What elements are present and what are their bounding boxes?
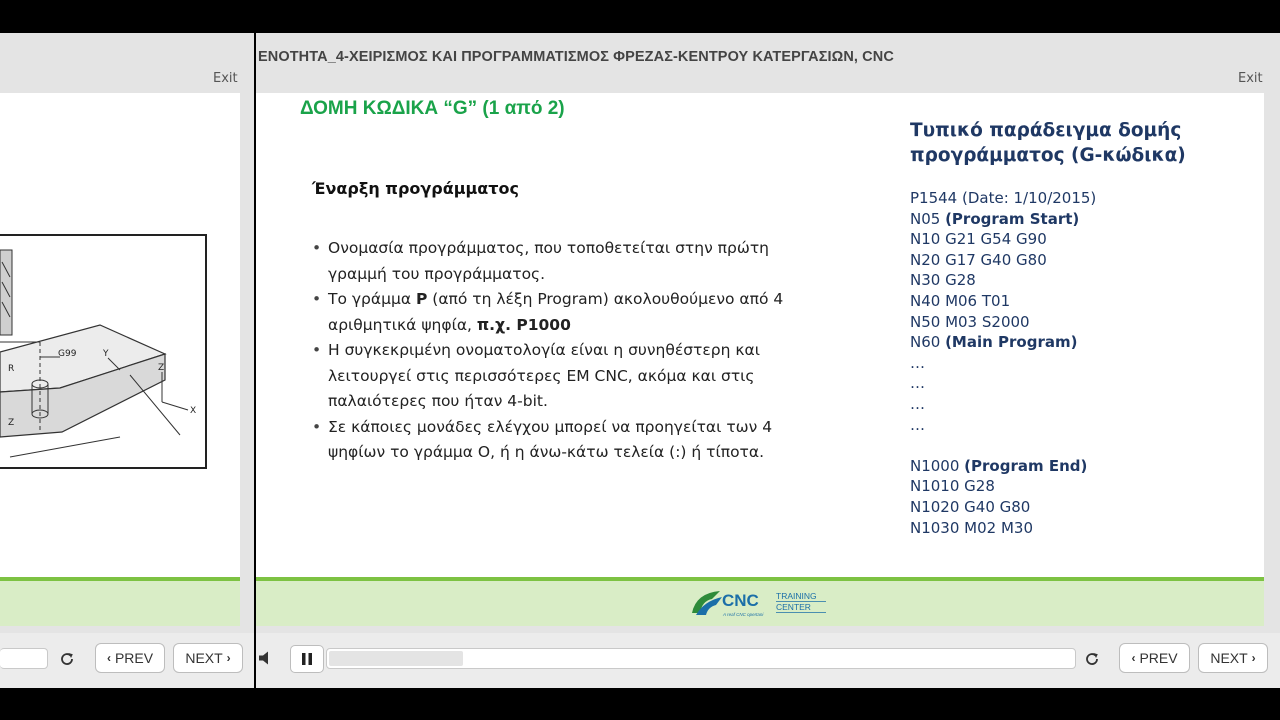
- code-text: N1010 G28: [910, 477, 995, 496]
- g99-label: G99: [58, 349, 77, 359]
- bullet-item: [312, 415, 852, 466]
- code-text: …: [910, 353, 925, 372]
- code-text: N40 M06 T01: [910, 291, 1011, 310]
- bullet-dot: •: [312, 417, 322, 436]
- code-text: …: [910, 374, 925, 393]
- code-text: N20 G17 G40 G80: [910, 250, 1047, 269]
- pause-icon: [301, 652, 313, 666]
- code-text: P1544 (Date: 1/10/2015): [910, 189, 1097, 207]
- code-text: N1020 G40 G80: [910, 497, 1031, 516]
- code-line: [910, 250, 1096, 271]
- code-text: N10 G21 G54 G90: [910, 230, 1047, 249]
- code-text: N1030 M02 M30: [910, 518, 1033, 537]
- bullet-text: Το γράμμα: [328, 290, 416, 308]
- code-line: [910, 415, 1096, 436]
- code-text: N30 G28: [910, 271, 976, 290]
- bullet-dot: •: [312, 239, 322, 257]
- code-line: [910, 456, 1096, 477]
- left-exit-link[interactable]: Exit: [213, 71, 238, 86]
- code-line: [910, 435, 1096, 456]
- code-comment: (Program End): [964, 456, 1088, 475]
- bullet-item: [312, 236, 852, 287]
- left-prev-button[interactable]: ‹ PREV: [95, 643, 165, 673]
- bullet-line: Ονομασία προγράμματος, που τοποθετείται στην πρώτη: [328, 239, 769, 257]
- code-line: [910, 270, 1096, 291]
- slide-title: ΔΟΜΗ ΚΩΔΙΚΑ “G” (1 από 2): [300, 98, 565, 119]
- left-footer: [0, 581, 240, 626]
- code-line: [910, 188, 1096, 209]
- code-line: [910, 394, 1096, 415]
- code-text: N50 M03 S2000: [910, 312, 1030, 331]
- chevron-right-icon: ›: [1251, 651, 1256, 665]
- bottom-letterbox: [0, 688, 1280, 720]
- code-line: [910, 229, 1096, 250]
- bullet-list: [312, 236, 852, 466]
- left-replay-icon[interactable]: [56, 648, 78, 669]
- code-text: …: [910, 415, 925, 434]
- code-comment: (Main Program): [945, 333, 1078, 352]
- playback-progress-bar[interactable]: [326, 648, 1076, 669]
- logo-tagline: A reaf CNC opertani: [723, 612, 764, 617]
- bullet-line: [328, 287, 852, 313]
- bullet-line: Σε κάποιες μονάδες ελέγχου μπορεί να προηγείται των 4: [328, 417, 773, 436]
- playback-progress-fill: [329, 651, 463, 666]
- z-label: Z: [8, 418, 15, 428]
- code-line: [910, 497, 1096, 518]
- bullet-line: παλαιότερες που ήταν 4-bit.: [328, 392, 548, 410]
- x-axis-label: X: [190, 406, 197, 416]
- y-axis-label: Y: [103, 349, 109, 359]
- bullet-bold-text: π.χ. P1000: [476, 315, 571, 334]
- bullet-dot: •: [312, 290, 322, 308]
- next-button[interactable]: NEXT ›: [1198, 643, 1268, 673]
- prev-button[interactable]: ‹ PREV: [1119, 643, 1190, 673]
- r-label: R: [8, 364, 15, 374]
- pause-button[interactable]: [290, 645, 324, 673]
- bullet-line: ψηφίων το γράμμα Ο, ή η άνω-κάτω τελεία (:) ή τίποτα.: [328, 443, 765, 461]
- bullet-item: [312, 287, 852, 338]
- bullet-line: λειτουργεί στις περισσότερες ΕΜ CNC, ακόμα και στις: [328, 366, 755, 385]
- bullet-text: αριθμητικά ψηφία,: [328, 315, 477, 334]
- code-line: [910, 332, 1096, 353]
- code-comment: (Program Start): [945, 209, 1080, 228]
- section-heading: Έναρξη προγράμματος: [312, 179, 519, 198]
- bullet-item: [312, 338, 852, 415]
- left-next-button[interactable]: NEXT ›: [173, 643, 243, 673]
- chevron-left-icon: ‹: [106, 651, 111, 665]
- code-text: N60: [910, 333, 946, 352]
- bullet-line: γραμμή του προγράμματος.: [328, 264, 546, 283]
- chevron-left-icon: ‹: [1131, 651, 1136, 665]
- bullet-text: (από τη λέξη Program) ακολουθούμενο από 4: [427, 290, 784, 308]
- chevron-right-icon: ›: [226, 651, 231, 665]
- gcode-listing: [910, 188, 1096, 538]
- course-title: ΕΝΟΤΗΤΑ_4-ΧΕΙΡΙΣΜΟΣ ΚΑΙ ΠΡΟΓΡΑΜΜΑΤΙΣΜΟΣ ΦΡΕΖΑΣ-ΚΕΝΤΡΟΥ ΚΑΤΕΡΓΑΣΙΩΝ, CNC: [258, 49, 894, 65]
- milling-diagram: [0, 232, 210, 472]
- code-text: N05: [910, 209, 946, 228]
- volume-icon[interactable]: [256, 646, 276, 670]
- logo-line1: TRAINING: [776, 591, 817, 601]
- logo-brand: CNC: [722, 591, 759, 610]
- example-title: Τυπικό παράδειγμα δομής προγράμματος (G-κώδικα): [910, 120, 1186, 166]
- code-text: N1000: [910, 456, 965, 475]
- code-line: [910, 353, 1096, 374]
- bullet-bold-text: P: [415, 290, 428, 308]
- replay-icon[interactable]: [1081, 648, 1103, 669]
- cnc-training-center-logo: [690, 587, 830, 619]
- code-line: [910, 291, 1096, 312]
- bullet-line: Η συγκεκριμένη ονοματολογία είναι η συνηθέστερη και: [328, 341, 760, 359]
- left-progress-bar[interactable]: [0, 648, 48, 669]
- bullet-line: [328, 313, 852, 339]
- code-line: [910, 209, 1096, 230]
- bullet-dot: •: [312, 341, 322, 359]
- code-line: [910, 373, 1096, 394]
- code-text: …: [910, 394, 925, 413]
- code-line: [910, 476, 1096, 497]
- logo-line2: CENTER: [776, 602, 811, 612]
- top-letterbox: [0, 0, 1280, 33]
- z-axis-label: Z: [158, 363, 165, 373]
- exit-link[interactable]: Exit: [1238, 71, 1263, 86]
- code-line: [910, 312, 1096, 333]
- code-line: [910, 518, 1096, 539]
